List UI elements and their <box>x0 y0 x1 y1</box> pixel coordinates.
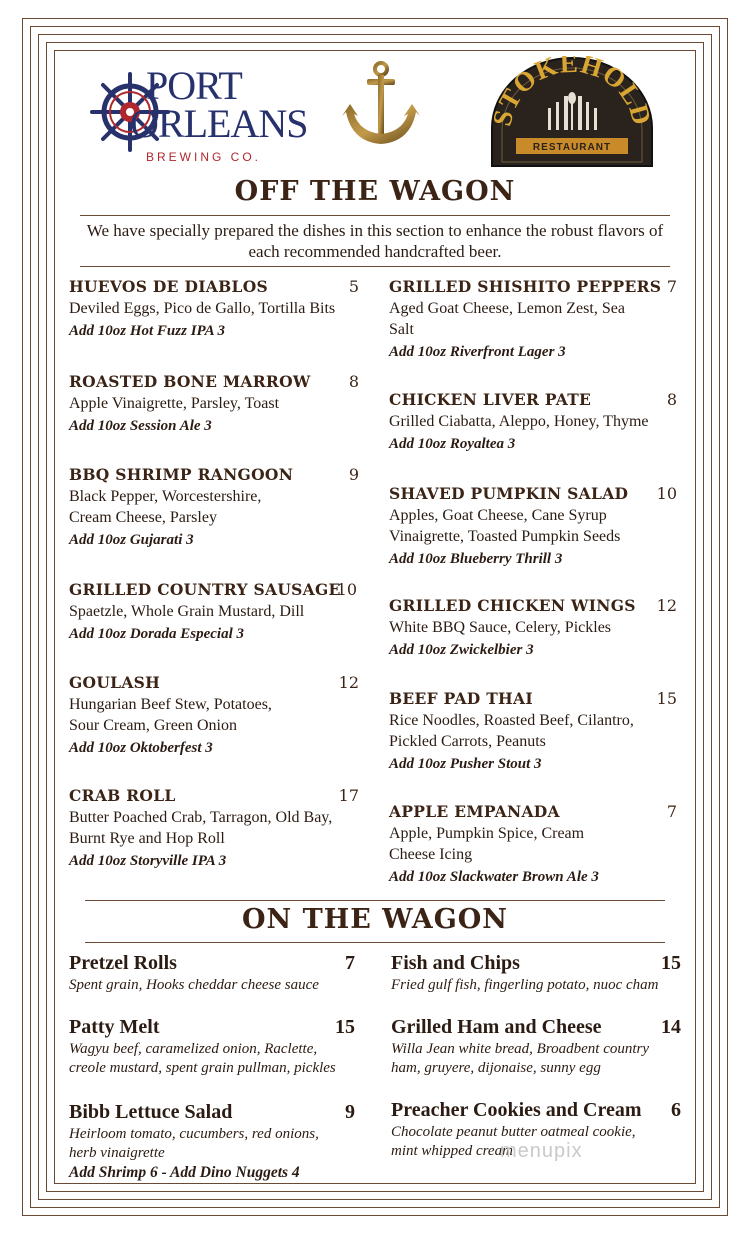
stokehold-logo-name: STOKEHOLD <box>488 56 656 129</box>
section-intro: We have specially prepared the dishes in this section to enhance the robust flavors of each recommended handcrafted beer. <box>86 221 664 261</box>
menu-item <box>69 464 359 551</box>
item-price: 15 <box>661 952 681 974</box>
item-pairing: Add 10oz Dorada Especial 3 <box>69 626 245 642</box>
item-desc: White BBQ Sauce, Celery, Pickles <box>389 619 612 636</box>
menu-item <box>69 1100 355 1183</box>
item-price: 8 <box>348 372 359 391</box>
port-logo-sub: BREWING CO. <box>146 150 262 164</box>
item-pairing: Add 10oz Storyville IPA 3 <box>69 853 227 869</box>
item-addons: Add Shrimp 6 - Add Dino Nuggets 4 <box>69 1164 300 1181</box>
item-name: SHAVED PUMPKIN SALAD <box>389 484 629 503</box>
stokehold-logo <box>488 56 656 168</box>
item-pairing: Add 10oz Oktoberfest 3 <box>69 740 213 756</box>
port-orleans-logo <box>88 62 308 172</box>
item-name: GOULASH <box>69 673 161 692</box>
item-desc: Heirloom tomato, cucumbers, red onions, herb vinaigrette <box>69 1126 319 1161</box>
menu-item <box>389 483 679 570</box>
item-name: Pretzel Rolls <box>69 952 177 974</box>
item-name: Grilled Ham and Cheese <box>391 1016 602 1038</box>
item-name: CHICKEN LIVER PATE <box>389 390 592 409</box>
item-desc: Spent grain, Hooks cheddar cheese sauce <box>69 977 319 993</box>
menu-item <box>69 1015 355 1078</box>
off-the-wagon-title: OFF THE WAGON <box>234 176 516 207</box>
menu-item <box>69 785 359 872</box>
menu-item <box>389 595 679 661</box>
item-pairing: Add 10oz Pusher Stout 3 <box>389 756 542 772</box>
menu-item <box>391 1015 681 1078</box>
item-desc: Wagyu beef, caramelized onion, Raclette, creole mustard, spent grain pullman, pickles <box>69 1041 336 1076</box>
intro-top-rule <box>80 215 670 216</box>
menu-item <box>69 951 355 995</box>
menu-item <box>69 276 359 342</box>
menu-item <box>389 688 679 775</box>
item-price: 10 <box>656 484 677 503</box>
item-desc: Spaetzle, Whole Grain Mustard, Dill <box>69 603 305 620</box>
item-name: BBQ SHRIMP RANGOON <box>69 465 294 484</box>
item-name: Preacher Cookies and Cream <box>391 1099 642 1121</box>
menu-item <box>69 672 359 759</box>
item-desc: Aged Goat Cheese, Lemon Zest, Sea Salt <box>389 300 625 338</box>
item-pairing: Add 10oz Zwickelbier 3 <box>389 642 534 658</box>
item-desc: Apples, Goat Cheese, Cane Syrup Vinaigrette, Toasted Pumpkin Seeds <box>389 507 621 545</box>
item-desc: Grilled Ciabatta, Aleppo, Honey, Thyme <box>389 413 649 430</box>
port-logo-line2: ORLEANS <box>130 101 308 146</box>
item-price: 8 <box>666 390 677 409</box>
item-price: 7 <box>666 277 677 296</box>
intro-bottom-rule <box>80 266 670 267</box>
on-title-bottom-rule <box>85 942 665 943</box>
item-name: BEEF PAD THAI <box>389 689 533 708</box>
item-price: 6 <box>671 1099 681 1121</box>
item-name: APPLE EMPANADA <box>389 802 560 821</box>
item-price: 15 <box>656 689 677 708</box>
item-price: 17 <box>338 786 359 805</box>
item-pairing: Add 10oz Blueberry Thrill 3 <box>389 551 563 567</box>
item-name: Patty Melt <box>69 1016 160 1038</box>
item-price: 9 <box>345 1101 355 1123</box>
item-price: 9 <box>348 465 359 484</box>
item-desc: Fried gulf fish, fingerling potato, nuoc cham <box>391 977 659 993</box>
menu-item <box>389 801 679 888</box>
item-pairing: Add 10oz Hot Fuzz IPA 3 <box>69 323 226 339</box>
item-pairing: Add 10oz Slackwater Brown Ale 3 <box>389 869 599 885</box>
item-price: 10 <box>336 580 357 599</box>
menu-item <box>69 579 359 645</box>
item-price: 15 <box>335 1016 355 1038</box>
item-pairing: Add 10oz Gujarati 3 <box>69 532 194 548</box>
item-desc: Chocolate peanut butter oatmeal cookie, mint whipped cream <box>391 1124 636 1159</box>
menu-item <box>391 951 681 995</box>
item-price: 14 <box>661 1016 681 1038</box>
item-desc: Black Pepper, Worcestershire, Cream Cheese, Parsley <box>69 488 262 526</box>
menu-item <box>389 389 679 455</box>
item-name: GRILLED SHISHITO PEPPERS <box>389 277 662 296</box>
item-name: GRILLED COUNTRY SAUSAGE <box>69 580 341 599</box>
item-desc: Rice Noodles, Roasted Beef, Cilantro, Pickled Carrots, Peanuts <box>389 712 634 750</box>
anchor-icon <box>340 60 422 148</box>
item-desc: Butter Poached Crab, Tarragon, Old Bay, Burnt Rye and Hop Roll <box>69 809 333 847</box>
on-the-wagon-title: ON THE WAGON <box>242 904 508 935</box>
item-name: ROASTED BONE MARROW <box>69 372 311 391</box>
item-pairing: Add 10oz Royaltea 3 <box>389 436 516 452</box>
item-name: HUEVOS DE DIABLOS <box>69 277 268 296</box>
on-title-top-rule <box>85 900 665 901</box>
item-name: Bibb Lettuce Salad <box>69 1101 233 1123</box>
item-name: CRAB ROLL <box>69 786 176 805</box>
item-price: 12 <box>656 596 677 615</box>
item-name: GRILLED CHICKEN WINGS <box>389 596 636 615</box>
item-pairing: Add 10oz Session Ale 3 <box>69 418 212 434</box>
item-desc: Deviled Eggs, Pico de Gallo, Tortilla Bits <box>69 300 336 317</box>
item-desc: Hungarian Beef Stew, Potatoes, Sour Cream, Green Onion <box>69 696 272 734</box>
port-logo-line1: PORT <box>146 63 242 108</box>
menu-item <box>69 371 359 437</box>
menu-item <box>389 276 679 363</box>
item-name: Fish and Chips <box>391 952 520 974</box>
item-price: 7 <box>666 802 677 821</box>
item-desc: Apple, Pumpkin Spice, Cream Cheese Icing <box>389 825 585 863</box>
watermark: menupix <box>500 1140 583 1162</box>
item-price: 12 <box>338 673 359 692</box>
stokehold-logo-sub: RESTAURANT <box>532 142 612 153</box>
item-desc: Apple Vinaigrette, Parsley, Toast <box>69 395 280 412</box>
item-pairing: Add 10oz Riverfront Lager 3 <box>389 344 566 360</box>
item-desc: Willa Jean white bread, Broadbent country ham, gruyere, dijonaise, sunny egg <box>391 1041 650 1076</box>
item-price: 5 <box>348 277 359 296</box>
item-price: 7 <box>345 952 355 974</box>
